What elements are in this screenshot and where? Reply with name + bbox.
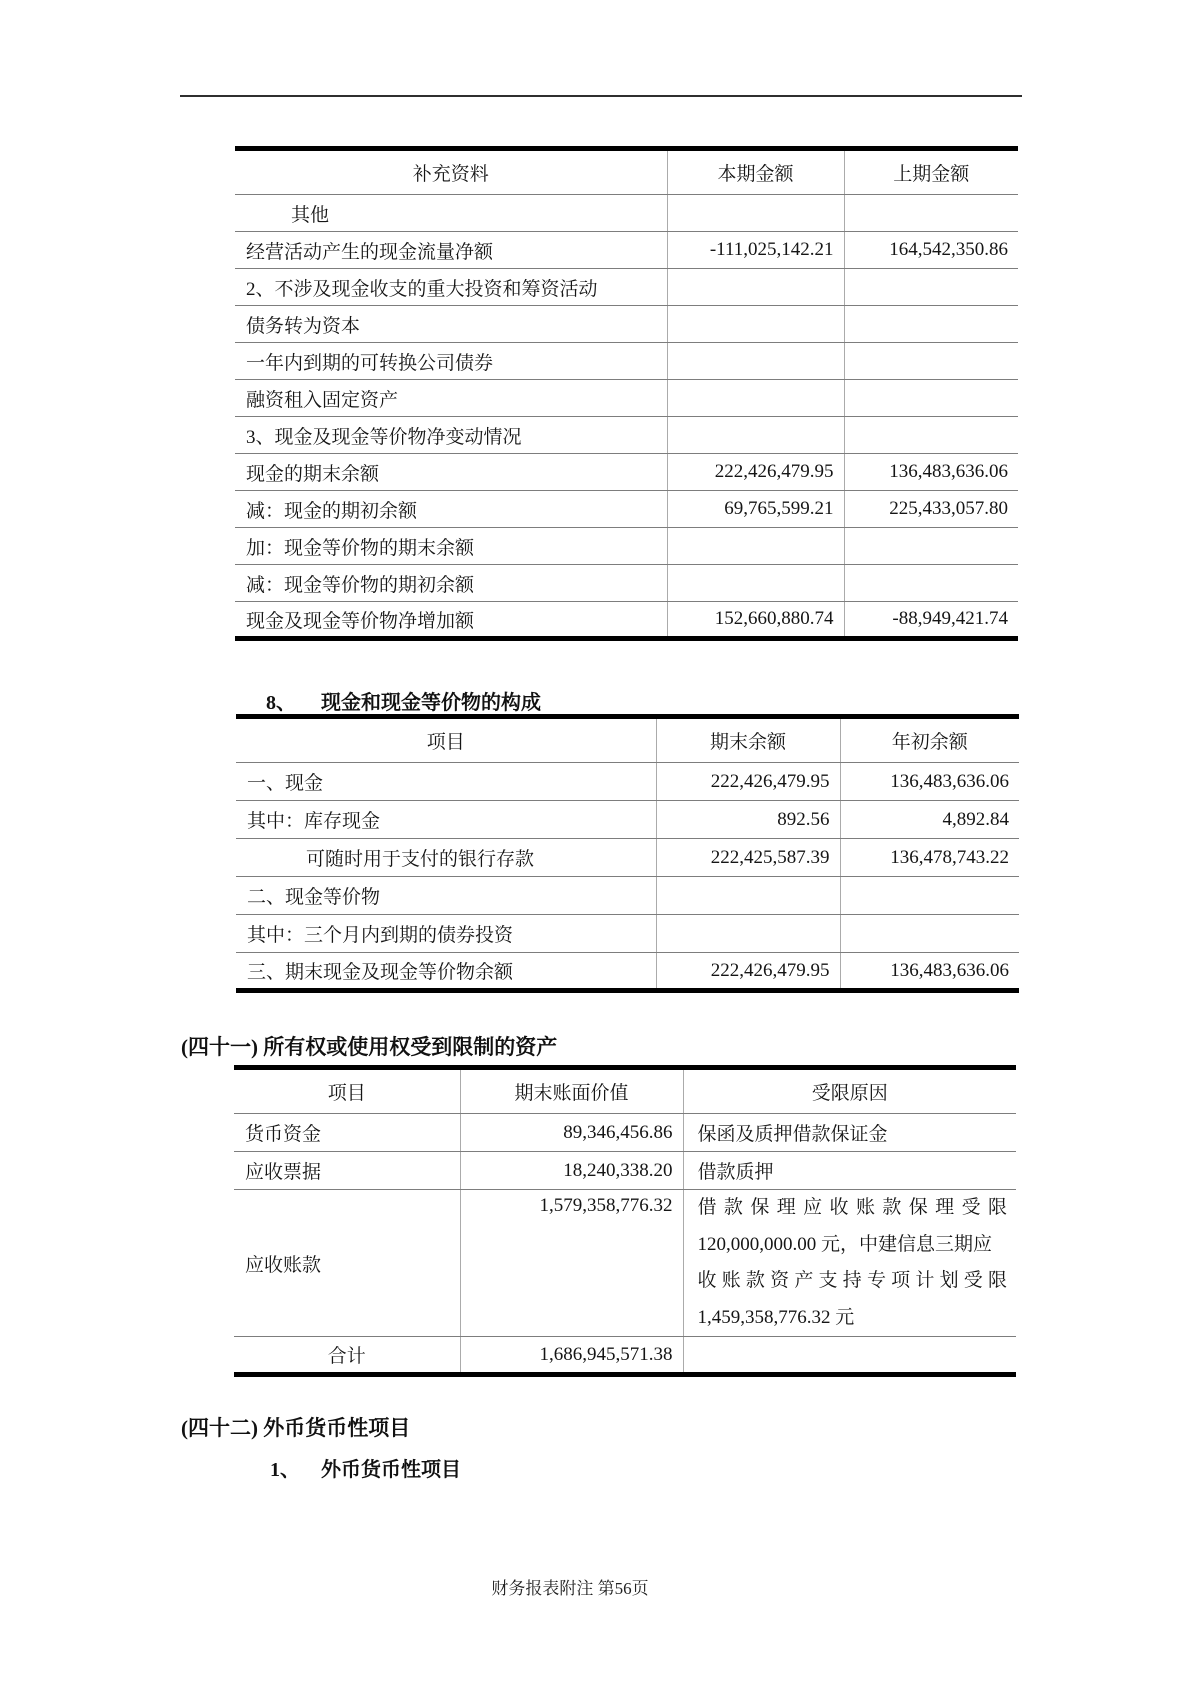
prior-amount [844, 565, 1018, 602]
row-label: 一年内到期的可转换公司债券 [235, 343, 667, 380]
reason-line: 借款保理应收账款保理受限 [697, 1197, 1007, 1218]
prior-amount [844, 528, 1018, 565]
current-amount [667, 269, 844, 306]
prior-amount [844, 380, 1018, 417]
table-row [236, 953, 1019, 991]
table-row [235, 306, 1018, 343]
ending-balance: 222,426,479.95 [656, 953, 840, 991]
header-item: 项目 [234, 1068, 460, 1114]
prior-amount [844, 195, 1018, 232]
cash-composition-table [236, 714, 1019, 993]
beginning-balance: 136,483,636.06 [840, 953, 1019, 991]
total-label: 合计 [327, 1346, 366, 1367]
reason-line: 1,459,358,776.32 元 [697, 1306, 855, 1328]
ending-balance [656, 915, 840, 953]
header-restriction-reason: 受限原因 [683, 1068, 1016, 1114]
restricted-assets-table [234, 1065, 1016, 1377]
beginning-balance: 4,892.84 [840, 801, 1019, 839]
header-current-amount: 本期金额 [667, 149, 844, 195]
table-row [236, 763, 1019, 801]
restriction-reason: 保函及质押借款保证金 [683, 1114, 1016, 1152]
prior-amount: 136,483,636.06 [844, 454, 1018, 491]
table-row [235, 343, 1018, 380]
table-header-row [236, 717, 1019, 763]
section8-number: 8、 [266, 692, 296, 714]
current-amount [667, 343, 844, 380]
table-row [236, 877, 1019, 915]
section42-sub-heading [270, 1453, 461, 1482]
ending-book-value: 18,240,338.20 [460, 1152, 683, 1190]
current-amount: -111,025,142.21 [667, 232, 844, 269]
table-row [235, 195, 1018, 232]
current-amount [667, 380, 844, 417]
ending-balance [656, 877, 840, 915]
row-label: 三、期末现金及现金等价物余额 [247, 962, 514, 983]
table-row [236, 801, 1019, 839]
section42-sub-number: 1、 [270, 1459, 300, 1481]
beginning-balance [840, 915, 1019, 953]
section41-heading: (四十一) 所有权或使用权受到限制的资产 [181, 1035, 558, 1059]
current-amount: 69,765,599.21 [667, 491, 844, 528]
row-label: 可随时用于支付的银行存款 [236, 839, 656, 877]
page-header-rule [180, 95, 1022, 97]
total-value: 1,686,945,571.38 [460, 1337, 683, 1375]
row-label: 货币资金 [234, 1114, 460, 1152]
prior-amount: 225,433,057.80 [844, 491, 1018, 528]
ending-balance: 222,426,479.95 [656, 763, 840, 801]
section42-heading: (四十二) 外币货币性项目 [181, 1416, 411, 1440]
table-row [235, 528, 1018, 565]
row-label: 一、现金 [236, 763, 656, 801]
prior-amount [844, 417, 1018, 454]
current-amount [667, 195, 844, 232]
row-label: 加：现金等价物的期末余额 [235, 528, 667, 565]
table-row [235, 602, 1018, 639]
table-row [236, 839, 1019, 877]
row-label: 经营活动产生的现金流量净额 [235, 232, 667, 269]
header-prior-amount: 上期金额 [844, 149, 1018, 195]
table-row [235, 380, 1018, 417]
row-label: 其中：三个月内到期的债券投资 [236, 915, 656, 953]
row-label: 3、现金及现金等价物净变动情况 [235, 417, 667, 454]
page-footer: 财务报表附注 第56页 [491, 1579, 649, 1598]
prior-amount [844, 306, 1018, 343]
header-ending-balance: 期末余额 [656, 717, 840, 763]
reason-line: 120,000,000.00 元，中建信息三期应 [697, 1233, 993, 1255]
header-ending-book-value: 期末账面价值 [460, 1068, 683, 1114]
prior-amount [844, 343, 1018, 380]
prior-amount: -88,949,421.74 [844, 602, 1018, 639]
total-row [234, 1337, 1016, 1375]
header-beginning-balance: 年初余额 [840, 717, 1019, 763]
ending-book-value: 89,346,456.86 [460, 1114, 683, 1152]
restriction-reason: 借款质押 [683, 1152, 1016, 1190]
header-item: 项目 [236, 717, 656, 763]
row-label: 债务转为资本 [235, 306, 667, 343]
row-label: 应收账款 [234, 1190, 460, 1337]
beginning-balance [840, 877, 1019, 915]
row-label: 现金的期末余额 [235, 454, 667, 491]
current-amount: 222,426,479.95 [667, 454, 844, 491]
row-label: 减：现金的期初余额 [235, 491, 667, 528]
table-row [235, 232, 1018, 269]
table-row [236, 915, 1019, 953]
restriction-reason [683, 1190, 1016, 1337]
current-amount [667, 565, 844, 602]
current-amount [667, 528, 844, 565]
current-amount [667, 306, 844, 343]
restriction-reason [683, 1337, 1016, 1375]
table-header-row [234, 1068, 1016, 1114]
row-label: 应收票据 [234, 1152, 460, 1190]
ending-balance: 222,425,587.39 [656, 839, 840, 877]
table-row [234, 1114, 1016, 1152]
ending-balance: 892.56 [656, 801, 840, 839]
reason-line: 收账款资产支持专项计划受限 [697, 1270, 1007, 1291]
current-amount: 152,660,880.74 [667, 602, 844, 639]
current-amount [667, 417, 844, 454]
row-label: 融资租入固定资产 [235, 380, 667, 417]
table-row [235, 417, 1018, 454]
row-label: 现金及现金等价物净增加额 [246, 610, 475, 632]
prior-amount: 164,542,350.86 [844, 232, 1018, 269]
table-row [235, 565, 1018, 602]
section8-heading [266, 686, 541, 715]
table-row [234, 1152, 1016, 1190]
section42-sub-title: 外币货币性项目 [321, 1459, 461, 1481]
header-supplementary: 补充资料 [235, 149, 667, 195]
ending-book-value: 1,579,358,776.32 [460, 1190, 683, 1337]
supplementary-table [235, 146, 1018, 641]
prior-amount [844, 269, 1018, 306]
table-row [235, 269, 1018, 306]
table-row [234, 1190, 1016, 1337]
table-row [235, 454, 1018, 491]
row-label: 减：现金等价物的期初余额 [235, 565, 667, 602]
row-label: 2、不涉及现金收支的重大投资和筹资活动 [235, 269, 667, 306]
row-label: 其他 [235, 195, 667, 232]
table-header-row [235, 149, 1018, 195]
beginning-balance: 136,478,743.22 [840, 839, 1019, 877]
beginning-balance: 136,483,636.06 [840, 763, 1019, 801]
row-label: 其中：库存现金 [236, 801, 656, 839]
section8-title: 现金和现金等价物的构成 [321, 692, 541, 714]
table-row [235, 491, 1018, 528]
row-label: 二、现金等价物 [236, 877, 656, 915]
